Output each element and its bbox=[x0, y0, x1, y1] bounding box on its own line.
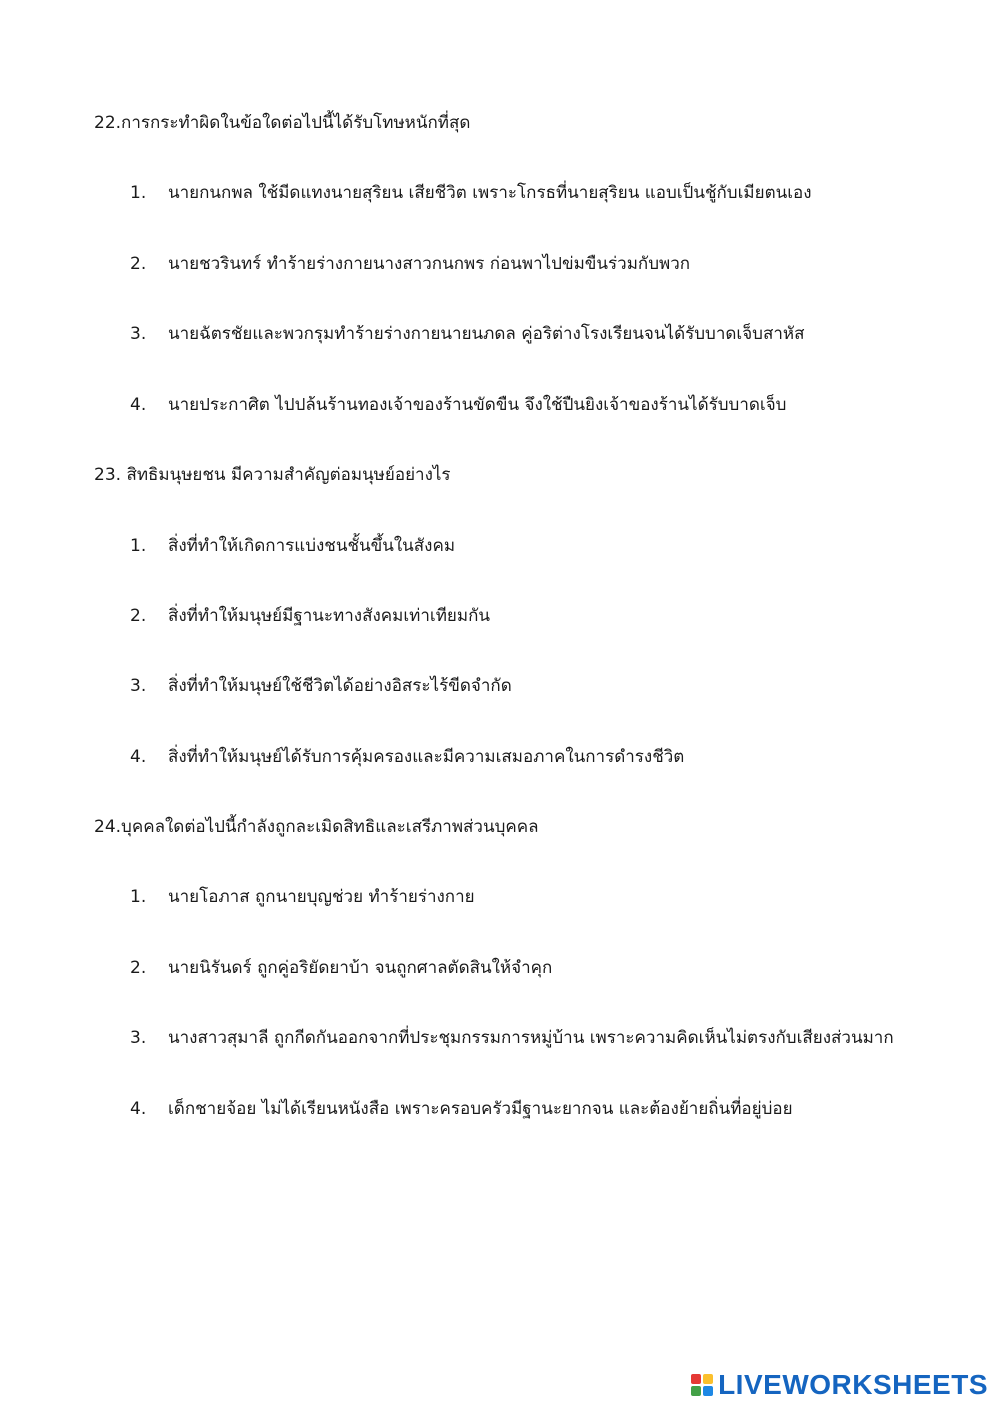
option-text: เด็กชายจ้อย ไม่ได้เรียนหนังสือ เพราะครอบครัวมีฐานะยากจน และต้องย้ายถิ่นที่อยู่บ่อย bbox=[168, 1099, 793, 1119]
question-22-option-1[interactable] bbox=[130, 181, 812, 205]
liveworksheets-logo-icon bbox=[691, 1374, 713, 1396]
option-number: 2. bbox=[130, 958, 147, 978]
option-number: 2. bbox=[130, 254, 147, 274]
option-text: สิ่งที่ทำให้เกิดการแบ่งชนชั้นขึ้นในสังคม bbox=[168, 536, 456, 556]
question-23-option-2[interactable] bbox=[130, 604, 490, 628]
option-number: 3. bbox=[130, 676, 147, 696]
logo-text: LIVEWORKSHEETS bbox=[718, 1369, 988, 1400]
question-23-option-3[interactable] bbox=[130, 674, 512, 698]
liveworksheets-logo bbox=[691, 1368, 988, 1402]
option-number: 4. bbox=[130, 747, 147, 767]
option-number: 4. bbox=[130, 395, 147, 415]
option-text: นายกนกพล ใช้มีดแทงนายสุริยน เสียชีวิต เพราะโกรธที่นายสุริยน แอบเป็นชู้กับเมียตนเอง bbox=[168, 183, 812, 203]
option-number: 3. bbox=[130, 1028, 147, 1048]
option-text: นายโอภาส ถูกนายบุญช่วย ทำร้ายร่างกาย bbox=[168, 887, 475, 907]
option-text: นายนิรันดร์ ถูกคู่อริยัดยาบ้า จนถูกศาลตัดสินให้จำคุก bbox=[168, 958, 553, 978]
option-number: 3. bbox=[130, 324, 147, 344]
question-23-title: 23. สิทธิมนุษยชน มีความสำคัญต่อมนุษย์อย่างไร bbox=[94, 465, 451, 485]
option-number: 1. bbox=[130, 536, 147, 556]
question-22-option-3[interactable] bbox=[130, 322, 804, 346]
question-24-option-1[interactable] bbox=[130, 885, 475, 909]
question-24-title: 24.บุคคลใดต่อไปนี้กำลังถูกละเมิดสิทธิและเสรีภาพส่วนบุคคล bbox=[94, 817, 539, 837]
question-24-option-4[interactable] bbox=[130, 1097, 793, 1121]
option-text: นายชวรินทร์ ทำร้ายร่างกายนางสาวกนกพร ก่อนพาไปข่มขืนร่วมกับพวก bbox=[168, 254, 691, 274]
option-number: 1. bbox=[130, 887, 147, 907]
option-text: สิ่งที่ทำให้มนุษย์ใช้ชีวิตได้อย่างอิสระไร้ขีดจำกัด bbox=[168, 676, 512, 696]
question-22-option-2[interactable] bbox=[130, 252, 690, 276]
question-23-option-4[interactable] bbox=[130, 745, 684, 769]
option-text: นายประกาศิต ไปปล้นร้านทองเจ้าของร้านขัดขืน จึงใช้ปืนยิงเจ้าของร้านได้รับบาดเจ็บ bbox=[168, 395, 787, 415]
option-number: 2. bbox=[130, 606, 147, 626]
question-22-title: 22.การกระทำผิดในข้อใดต่อไปนี้ได้รับโทษหนักที่สุด bbox=[94, 113, 471, 133]
option-text: นายฉัตรชัยและพวกรุมทำร้ายร่างกายนายนภดล คู่อริต่างโรงเรียนจนได้รับบาดเจ็บสาหัส bbox=[168, 324, 805, 344]
question-24-option-3[interactable] bbox=[130, 1026, 894, 1050]
option-number: 1. bbox=[130, 183, 147, 203]
question-24-option-2[interactable] bbox=[130, 956, 552, 980]
question-22-option-4[interactable] bbox=[130, 393, 786, 417]
option-text: นางสาวสุมาลี ถูกกีดกันออกจากที่ประชุมกรรมการหมู่บ้าน เพราะความคิดเห็นไม่ตรงกับเสียงส่วนมาก bbox=[168, 1028, 894, 1048]
option-text: สิ่งที่ทำให้มนุษย์มีฐานะทางสังคมเท่าเทียมกัน bbox=[168, 606, 490, 626]
option-text: สิ่งที่ทำให้มนุษย์ได้รับการคุ้มครองและมีความเสมอภาคในการดำรงชีวิต bbox=[168, 747, 685, 767]
question-23-option-1[interactable] bbox=[130, 534, 455, 558]
option-number: 4. bbox=[130, 1099, 147, 1119]
